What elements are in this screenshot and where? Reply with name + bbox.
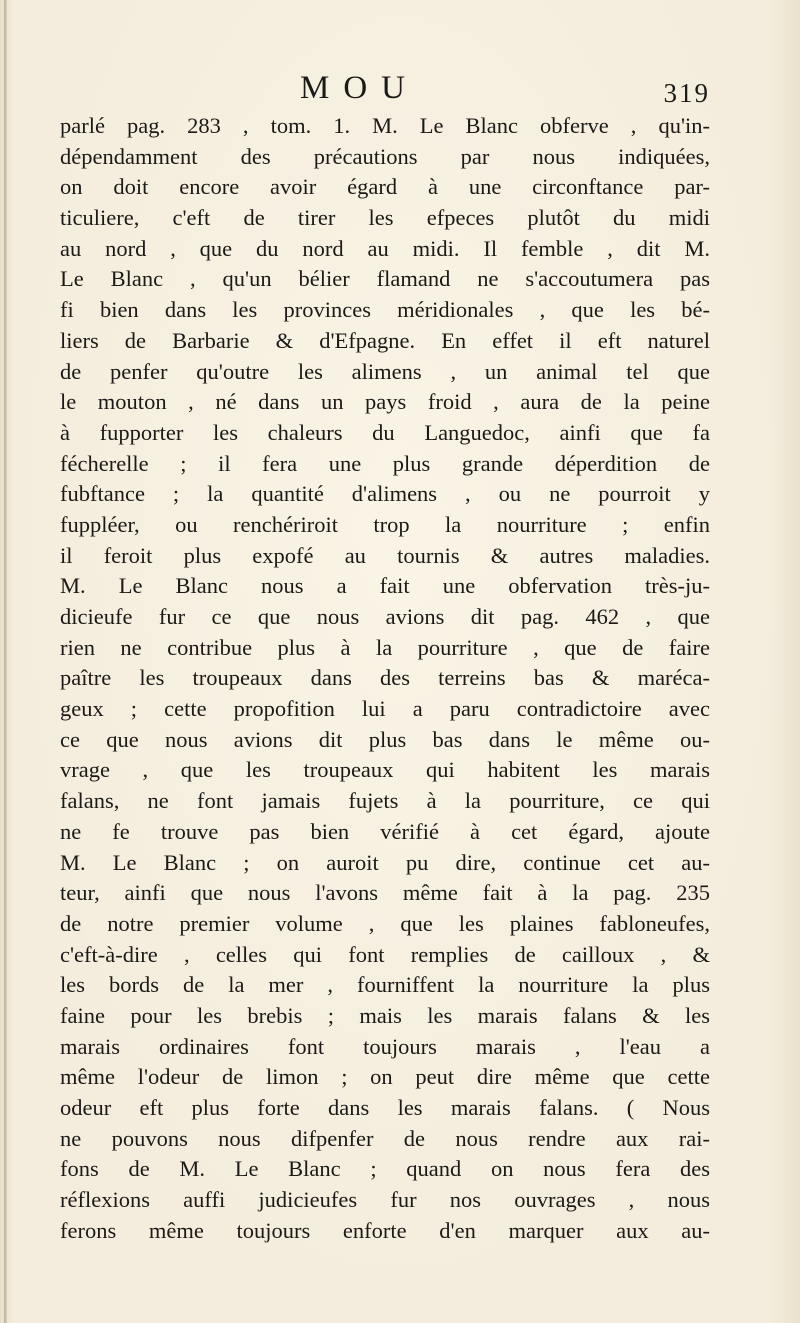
text-line: falans, ne font jamais fujets à la pourriture, ce qui [60,788,710,814]
text-line: il feroit plus expofé au tournis & autres maladies. [60,542,710,568]
text-line: vrage , que les troupeaux qui habitent les marais [60,757,710,783]
text-line: liers de Barbarie & d'Efpagne. En effet il eft naturel [60,327,710,353]
text-line: M. Le Blanc nous a fait une obfervation très-ju- [60,573,710,599]
text-line: à fupporter les chaleurs du Languedoc, ainfi que fa [60,419,710,445]
text-line: fécherelle ; il fera une plus grande déperdition de [60,450,710,476]
text-line: fons de M. Le Blanc ; quand on nous fera des [60,1156,710,1182]
text-line: fubftance ; la quantité d'alimens , ou ne pourroit y [60,481,710,507]
text-line: le mouton , né dans un pays froid , aura de la peine [60,389,710,415]
text-line: ce que nous avions dit plus bas dans le même ou- [60,726,710,752]
text-line: fi bien dans les provinces méridionales , que les bé- [60,297,710,323]
text-line: c'eft-à-dire , celles qui font remplies de cailloux , & [60,941,710,967]
page-header [60,68,710,108]
text-line: de notre premier volume , que les plaines fabloneufes, [60,910,710,936]
text-line: les bords de la mer , fourniffent la nourriture la plus [60,972,710,998]
text-line: on doit encore avoir égard à une circonftance par- [60,174,710,200]
text-line: ne pouvons nous difpenfer de nous rendre aux rai- [60,1125,710,1151]
text-line: dépendamment des précautions par nous indiquées, [60,143,710,169]
text-line: faine pour les brebis ; mais les marais falans & les [60,1002,710,1028]
text-line: de penfer qu'outre les alimens , un animal tel que [60,358,710,384]
text-line: ticuliere, c'eft de tirer les efpeces plutôt du midi [60,205,710,231]
body-text [60,111,710,1246]
text-line: dicieufe fur ce que nous avions dit pag. 462 , que [60,604,710,629]
text-line: paître les troupeaux dans des terreins bas & maréca- [60,665,710,691]
text-line: réflexions auffi judicieufes fur nos ouvrages , nous [60,1187,710,1213]
text-line: même l'odeur de limon ; on peut dire même que cette [60,1064,710,1090]
text-line: geux ; cette propofition lui a paru contradictoire avec [60,696,710,722]
text-line: ferons même toujours enforte d'en marquer aux au- [60,1217,710,1243]
text-line: rien ne contribue plus à la pourriture , que de faire [60,634,710,660]
text-line: parlé pag. 283 , tom. 1. M. Le Blanc obferve , qu'in- [60,113,710,138]
running-title: MOU [300,70,420,106]
text-line: fuppléer, ou renchériroit trop la nourriture ; enfin [60,511,710,537]
text-line: marais ordinaires font toujours marais , l'eau a [60,1033,710,1059]
text-line: au nord , que du nord au midi. Il femble , dit M. [60,235,710,261]
text-line: Le Blanc , qu'un bélier flamand ne s'accoutumera pas [60,266,710,292]
text-line: M. Le Blanc ; on auroit pu dire, continue cet au- [60,849,710,875]
text-line: odeur eft plus forte dans les marais falans. ( Nous [60,1095,710,1120]
page-binding-edge [4,0,7,1323]
text-line: ne fe trouve pas bien vérifié à cet égard, ajoute [60,818,710,844]
text-line: teur, ainfi que nous l'avons même fait à la pag. 235 [60,880,710,906]
page-number: 319 [663,78,710,108]
